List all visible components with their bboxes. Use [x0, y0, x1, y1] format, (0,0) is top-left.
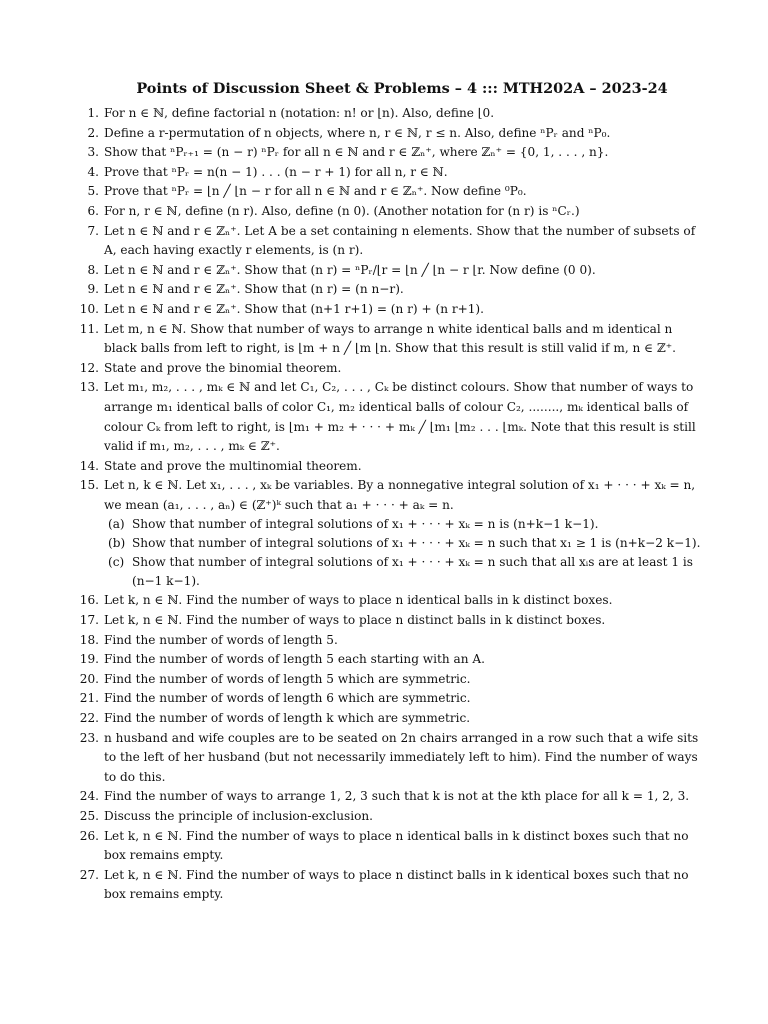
problem-body: [104, 222, 708, 261]
problem-list: [78, 104, 708, 905]
problem-item: [78, 611, 708, 631]
subproblem-text: Show that number of integral solutions of x₁ + · · · + xₖ = n such that all xᵢs are at least 1 is (n−1 k−1).: [132, 555, 693, 589]
problem-text: Let n ∈ ℕ and r ∈ ℤₙ⁺. Show that (n r) = ⁿPᵣ/⌊r = ⌊n ╱ ⌊n − r ⌊r. Now define (0 0).: [104, 262, 596, 277]
problem-body: [104, 611, 708, 631]
problem-text: Find the number of words of length k which are symmetric.: [104, 711, 471, 726]
problem-text: Find the number of words of length 5 each starting with an A.: [104, 652, 485, 667]
problem-body: [104, 182, 708, 202]
problem-text: n husband and wife couples are to be seated on 2n chairs arranged in a row such that a wife sits to the left of her husband (but not necessarily immediately left to him). Find the number of ways to do this.: [104, 730, 699, 784]
problem-number: 26.: [79, 828, 99, 843]
problem-number: 25.: [79, 809, 99, 823]
problem-text: Let n ∈ ℕ and r ∈ ℤₙ⁺. Show that (n r) = (n n−r).: [104, 282, 404, 297]
problem-number: 23.: [79, 730, 99, 745]
problem-body: [104, 787, 708, 807]
problem-body: [104, 457, 708, 477]
problem-text: Find the number of words of length 5.: [104, 632, 338, 647]
problem-text: Let n, k ∈ ℕ. Let x₁, . . . , xₖ be variables. By a nonnegative integral solution of x₁ + · · · + xₖ = n, we mean (a₁, . . . , aₙ) ∈ (ℤ⁺)ᵏ such that a₁ + · · · + aₖ = n.: [104, 478, 696, 512]
problem-item: [78, 280, 708, 300]
sheet-title: Points of Discussion Sheet & Problems – 4 ::: MTH202A – 2023-24: [136, 80, 668, 97]
problem-body: [104, 163, 708, 183]
problem-text: Find the number of ways to arrange 1, 2, 3 such that k is not at the kth place for all k = 1, 2, 3.: [104, 789, 690, 804]
problem-body: [104, 827, 708, 866]
problem-item: [78, 807, 708, 827]
problem-body: [104, 359, 708, 379]
problem-item: [78, 631, 708, 651]
problem-number: 18.: [79, 632, 99, 647]
problem-text: Let k, n ∈ ℕ. Find the number of ways to place n identical balls in k distinct boxes.: [104, 593, 613, 608]
problem-body: [104, 476, 708, 591]
problem-body: [104, 280, 708, 300]
subproblem-item: [108, 534, 708, 553]
problem-number: 4.: [87, 164, 99, 179]
problem-item: [78, 709, 708, 729]
problem-item: [78, 378, 708, 456]
problem-item: [78, 787, 708, 807]
problem-number: 15.: [79, 478, 99, 493]
problem-number: 19.: [79, 652, 99, 667]
problem-number: 16.: [79, 593, 99, 608]
problem-number: 1.: [87, 106, 99, 120]
problem-body: [104, 807, 708, 827]
problem-text: Let n ∈ ℕ and r ∈ ℤₙ⁺. Let A be a set containing n elements. Show that the number of subsets of A, each having exactly r elements, is (n r).: [104, 223, 696, 258]
problem-text: Let k, n ∈ ℕ. Find the number of ways to place n distinct balls in k identical boxes such that no box remains empty.: [104, 867, 689, 902]
problem-number: 24.: [79, 789, 99, 804]
problem-number: 13.: [79, 380, 99, 395]
problem-item: [78, 261, 708, 281]
problem-item: [78, 457, 708, 477]
problem-item: [78, 689, 708, 709]
problem-number: 5.: [87, 184, 99, 199]
problem-text: Find the number of words of length 6 which are symmetric.: [104, 691, 471, 706]
problem-item: [78, 359, 708, 379]
problem-body: [104, 124, 708, 144]
problem-item: [78, 124, 708, 144]
problem-text: For n, r ∈ ℕ, define (n r). Also, define (n 0). (Another notation for (n r) is ⁿCᵣ.): [104, 203, 580, 218]
problem-number: 7.: [87, 223, 99, 238]
problem-body: [104, 202, 708, 222]
problem-number: 20.: [79, 671, 99, 686]
problem-text: Let k, n ∈ ℕ. Find the number of ways to place n identical balls in k distinct boxes such that no box remains empty.: [104, 828, 689, 863]
subproblem-label: (a): [108, 517, 125, 532]
problem-text: Define a r-permutation of n objects, where n, r ∈ ℕ, r ≤ n. Also, define ⁿPᵣ and ⁿP₀.: [104, 125, 611, 140]
problem-text: State and prove the binomial theorem.: [104, 360, 342, 375]
problem-item: [78, 591, 708, 611]
problem-body: [104, 709, 708, 729]
problem-text: For n ∈ ℕ, define factorial n (notation: n! or ⌊n). Also, define ⌊0.: [104, 106, 495, 120]
problem-number: 22.: [79, 711, 99, 726]
problem-body: [104, 670, 708, 690]
subproblem-item: [108, 553, 708, 591]
subproblem-text: Show that number of integral solutions of x₁ + · · · + xₖ = n is (n+k−1 k−1).: [132, 517, 599, 532]
problem-body: [104, 143, 708, 163]
problem-item: [78, 104, 708, 124]
problem-body: [104, 650, 708, 670]
problem-item: [78, 182, 708, 202]
problem-text: Find the number of words of length 5 which are symmetric.: [104, 671, 471, 686]
problem-text: Let n ∈ ℕ and r ∈ ℤₙ⁺. Show that (n+1 r+1) = (n r) + (n r+1).: [104, 301, 484, 316]
problem-number: 11.: [79, 321, 99, 336]
problem-item: [78, 143, 708, 163]
problem-text: Prove that ⁿPᵣ = n(n − 1) . . . (n − r + 1) for all n, r ∈ ℕ.: [104, 164, 448, 179]
problem-body: [104, 104, 708, 124]
problem-number: 14.: [79, 458, 99, 473]
subproblem-label: (b): [108, 536, 126, 551]
problem-item: [78, 866, 708, 905]
subproblem-item: [108, 515, 708, 534]
subproblem-text: Show that number of integral solutions of x₁ + · · · + xₖ = n such that x₁ ≥ 1 is (n+k−2 k−1).: [132, 536, 701, 551]
problem-body: [104, 729, 708, 788]
problem-item: [78, 202, 708, 222]
problem-body: [104, 320, 708, 359]
problem-number: 21.: [79, 691, 99, 706]
problem-text: Prove that ⁿPᵣ = ⌊n ╱ ⌊n − r for all n ∈ ℕ and r ∈ ℤₙ⁺. Now define ⁰P₀.: [104, 184, 527, 199]
problem-text: Let m₁, m₂, . . . , mₖ ∈ ℕ and let C₁, C₂, . . . , Cₖ be distinct colours. Show that number of ways to arrange m₁ identical balls of color C₁, m₂ identical balls of colour C₂, ........, mₖ identical balls of colour Cₖ from left to right, is ⌊m₁ + m₂ + · · · + mₖ ╱ ⌊m₁ ⌊m₂ . . . ⌊mₖ. Note that this result is still valid if m₁, m₂, . . . , mₖ ∈ ℤ⁺.: [104, 380, 696, 454]
problem-item: [78, 163, 708, 183]
problem-number: 12.: [79, 360, 99, 375]
problem-number: 9.: [87, 282, 99, 297]
problem-body: [104, 866, 708, 905]
problem-body: [104, 300, 708, 320]
problem-item: [78, 729, 708, 788]
problem-item: [78, 476, 708, 591]
problem-item: [78, 320, 708, 359]
problem-text: Let m, n ∈ ℕ. Show that number of ways to arrange n white identical balls and m identical n black balls from left to right, is ⌊m + n ╱ ⌊m ⌊n. Show that this result is still valid if m, n ∈ ℤ⁺.: [104, 321, 676, 356]
problem-text: Let k, n ∈ ℕ. Find the number of ways to place n distinct balls in k distinct boxes.: [104, 613, 606, 628]
problem-text: Discuss the principle of inclusion-exclusion.: [104, 809, 373, 823]
problem-text: Show that ⁿPᵣ₊₁ = (n − r) ⁿPᵣ for all n ∈ ℕ and r ∈ ℤₙ⁺, where ℤₙ⁺ = {0, 1, . . . , n}.: [104, 145, 609, 160]
problem-item: [78, 827, 708, 866]
problem-body: [104, 261, 708, 281]
problem-number: 6.: [87, 203, 99, 218]
problem-item: [78, 222, 708, 261]
problem-item: [78, 300, 708, 320]
problem-number: 10.: [79, 301, 99, 316]
problem-text: State and prove the multinomial theorem.: [104, 458, 362, 473]
problem-item: [78, 650, 708, 670]
problem-body: [104, 591, 708, 611]
problem-body: [104, 631, 708, 651]
problem-number: 17.: [79, 613, 99, 628]
problem-body: [104, 689, 708, 709]
problem-body: [104, 378, 708, 456]
problem-number: 27.: [79, 867, 99, 882]
problem-number: 2.: [87, 125, 99, 140]
problem-item: [78, 670, 708, 690]
problem-number: 8.: [87, 262, 99, 277]
problem-number: 3.: [87, 145, 99, 160]
subproblem-label: (c): [108, 555, 125, 570]
